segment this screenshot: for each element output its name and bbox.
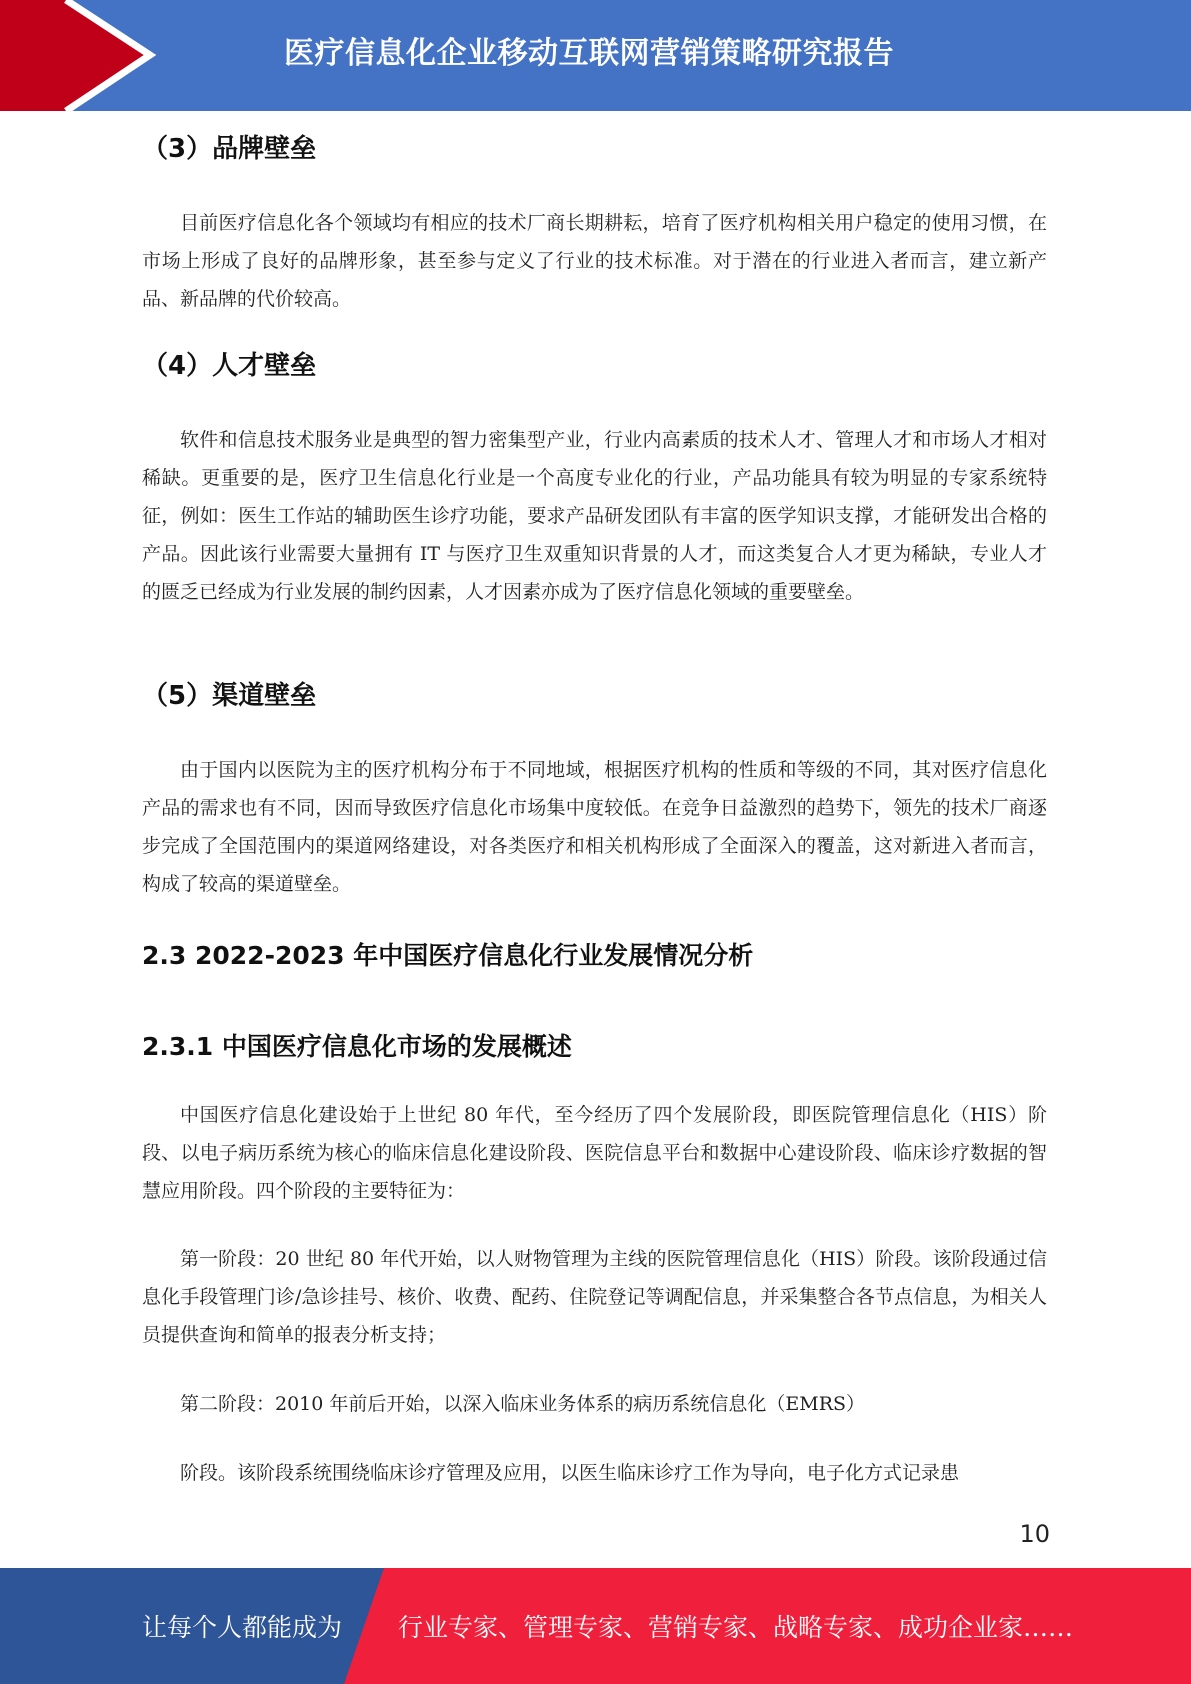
section-heading: 2.3 2022-2023 年中国医疗信息化行业发展情况分析 [142,941,754,970]
overview-paragraph-block [142,1096,1047,1210]
section-channel-barrier [142,675,1047,712]
paragraph: 阶段。该阶段系统围绕临床诊疗管理及应用，以医生临床诊疗工作为导向，电子化方式记录患 [180,1462,960,1484]
page-header [0,0,1191,111]
paragraph: 软件和信息技术服务业是典型的智力密集型产业，行业内高素质的技术人才、管理人才和市场人才相对稀缺。更重要的是，医疗卫生信息化行业是一个高度专业化的行业，产品功能具有较为明显的专家系统特征，例如：医生工作站的辅助医生诊疗功能，要求产品研发团队有丰富的医学知识支撑，才能研发出合格的产品。因此该行业需要大量拥有 IT 与医疗卫生双重知识背景的人才，而这类复合人才更为稀缺，专业人才的匮乏已经成为行业发展的制约因素，人才因素亦成为了医疗信息化领域的重要壁垒。 [142,429,1047,603]
paragraph: 第二阶段：2010 年前后开始，以深入临床业务体系的病历系统信息化（EMRS） [180,1393,866,1415]
paragraph: 由于国内以医院为主的医疗机构分布于不同地域，根据医疗机构的性质和等级的不同，其对医疗信息化产品的需求也有不同，因而导致医疗信息化市场集中度较低。在竞争日益激烈的趋势下，领先的技术厂商逐步完成了全国范围内的渠道网络建设，对各类医疗和相关机构形成了全面深入的覆盖，这对新进入者而言，构成了较高的渠道壁垒。 [142,759,1047,895]
section-2-3-1 [142,1027,1047,1063]
stage-two-continued-block [142,1454,1047,1492]
section-heading: （3）品牌壁垒 [142,134,317,164]
paragraph: 目前医疗信息化各个领域均有相应的技术厂商长期耕耘，培育了医疗机构相关用户稳定的使用习惯，在市场上形成了良好的品牌形象，甚至参与定义了行业的技术标准。对于潜在的行业进入者而言，建立新产品、新品牌的代价较高。 [142,212,1047,310]
channel-paragraph-block [142,751,1047,903]
page-number: 10 [1019,1520,1050,1548]
section-heading: （4）人才壁垒 [142,351,317,381]
footer-slogan-right: 行业专家、管理专家、营销专家、战略专家、成功企业家…… [398,1613,1074,1642]
paragraph: 第一阶段：20 世纪 80 年代开始，以人财物管理为主线的医院管理信息化（HIS）阶段。该阶段通过信息化手段管理门诊/急诊挂号、核价、收费、配药、住院登记等调配信息，并采集整合各节点信息，为相关人员提供查询和简单的报表分析支持； [142,1248,1047,1346]
paragraph: 中国医疗信息化建设始于上世纪 80 年代，至今经历了四个发展阶段，即医院管理信息化（HIS）阶段、以电子病历系统为核心的临床信息化建设阶段、医院信息平台和数据中心建设阶段、临床诊疗数据的智慧应用阶段。四个阶段的主要特征为： [142,1104,1047,1202]
footer-slogan-left: 让每个人都能成为 [142,1613,343,1642]
stage-two-paragraph-block [142,1385,1047,1423]
section-brand-barrier [142,128,1047,165]
section-heading: 2.3.1 中国医疗信息化市场的发展概述 [142,1032,572,1061]
section-2-3 [142,936,1047,972]
page-footer [0,1568,1191,1684]
talent-paragraph-block [142,421,1047,611]
report-title: 医疗信息化企业移动互联网营销策略研究报告 [284,36,894,71]
stage-one-paragraph-block [142,1240,1047,1354]
section-heading: （5）渠道壁垒 [142,681,317,711]
section-talent-barrier [142,345,1047,382]
brand-paragraph-block [142,204,1047,318]
